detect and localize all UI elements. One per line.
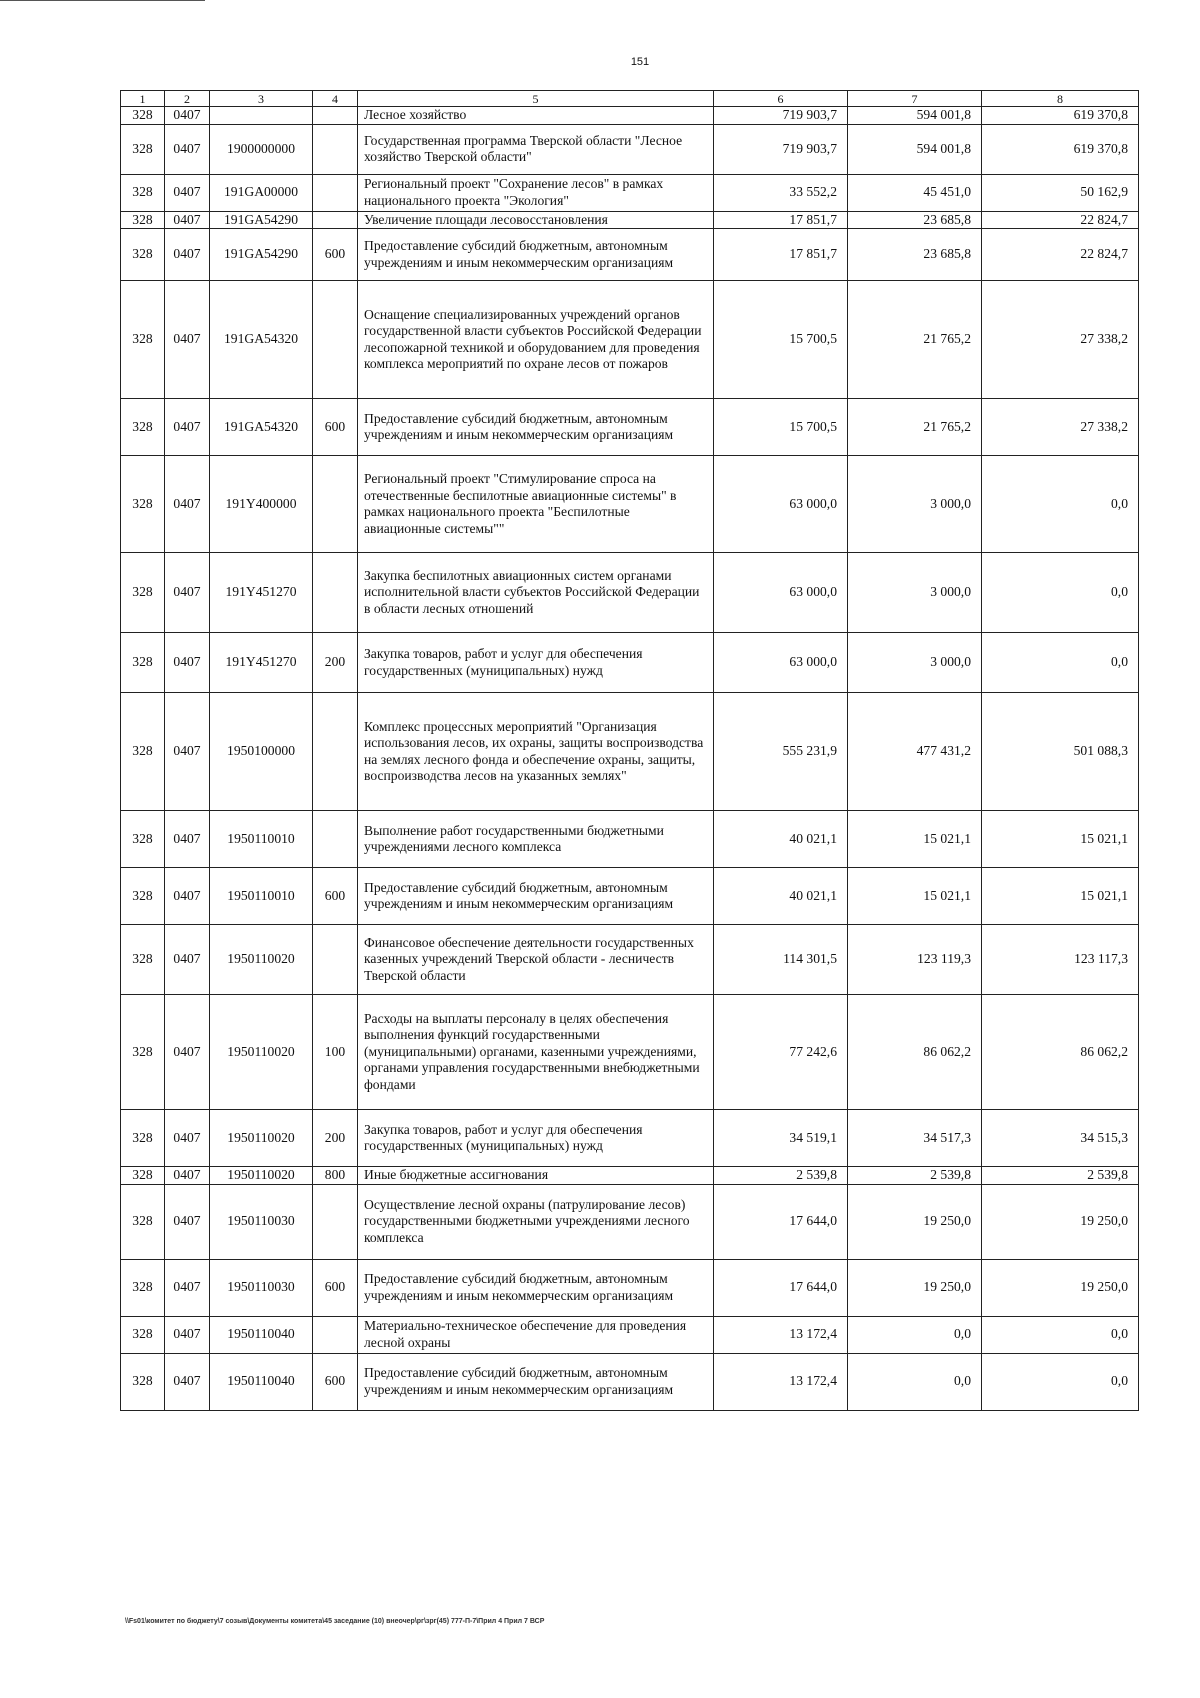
value-cell: 86 062,2 [982, 995, 1139, 1110]
code-cell: 0407 [165, 553, 210, 633]
value-cell: 13 172,4 [714, 1316, 848, 1353]
code-cell: 1950110020 [210, 925, 313, 995]
name-cell: Предоставление субсидий бюджетным, автономным учреждениям и иным некоммерческим организациям [358, 229, 714, 281]
code-cell: 0407 [165, 1353, 210, 1410]
code-cell: 1950100000 [210, 693, 313, 811]
value-cell: 15 700,5 [714, 399, 848, 456]
column-number: 1 [121, 91, 165, 107]
column-number: 7 [848, 91, 982, 107]
value-cell: 45 451,0 [848, 174, 982, 211]
value-cell: 123 117,3 [982, 925, 1139, 995]
code-cell: 0407 [165, 693, 210, 811]
value-cell: 33 552,2 [714, 174, 848, 211]
value-cell: 0,0 [848, 1316, 982, 1353]
value-cell: 3 000,0 [848, 456, 982, 553]
value-cell: 19 250,0 [848, 1259, 982, 1316]
code-cell [313, 456, 358, 553]
code-cell: 328 [121, 399, 165, 456]
value-cell: 77 242,6 [714, 995, 848, 1110]
name-cell: Региональный проект "Сохранение лесов" в рамках национального проекта "Экология" [358, 174, 714, 211]
value-cell: 619 370,8 [982, 124, 1139, 174]
code-cell [313, 211, 358, 229]
code-cell: 328 [121, 281, 165, 399]
table-row [121, 925, 1139, 995]
code-cell [313, 174, 358, 211]
table-row [121, 124, 1139, 174]
code-cell: 0407 [165, 633, 210, 693]
code-cell: 100 [313, 995, 358, 1110]
code-cell: 0407 [165, 925, 210, 995]
name-cell: Выполнение работ государственными бюджетными учреждениями лесного комплекса [358, 811, 714, 868]
table-row [121, 553, 1139, 633]
table-row [121, 211, 1139, 229]
column-number: 5 [358, 91, 714, 107]
table-row [121, 1184, 1139, 1259]
table-row [121, 868, 1139, 925]
name-cell: Предоставление субсидий бюджетным, автономным учреждениям и иным некоммерческим организациям [358, 1259, 714, 1316]
code-cell [313, 1316, 358, 1353]
code-cell [313, 925, 358, 995]
code-cell: 191GA54290 [210, 229, 313, 281]
table-row [121, 1316, 1139, 1353]
value-cell: 19 250,0 [982, 1259, 1139, 1316]
name-cell: Увеличение площади лесовосстановления [358, 211, 714, 229]
value-cell: 15 021,1 [982, 868, 1139, 925]
table-row [121, 174, 1139, 211]
code-cell [313, 107, 358, 125]
value-cell: 0,0 [848, 1353, 982, 1410]
value-cell: 501 088,3 [982, 693, 1139, 811]
code-cell: 191GA54320 [210, 399, 313, 456]
code-cell: 0407 [165, 456, 210, 553]
value-cell: 15 021,1 [848, 868, 982, 925]
value-cell: 15 700,5 [714, 281, 848, 399]
value-cell: 40 021,1 [714, 868, 848, 925]
code-cell: 0407 [165, 995, 210, 1110]
value-cell: 34 515,3 [982, 1110, 1139, 1167]
name-cell: Предоставление субсидий бюджетным, автономным учреждениям и иным некоммерческим организациям [358, 399, 714, 456]
value-cell: 0,0 [982, 1353, 1139, 1410]
code-cell: 0407 [165, 281, 210, 399]
name-cell: Финансовое обеспечение деятельности государственных казенных учреждений Тверской области - лесничеств Тверской области [358, 925, 714, 995]
code-cell: 0407 [165, 1184, 210, 1259]
value-cell: 22 824,7 [982, 229, 1139, 281]
code-cell: 200 [313, 633, 358, 693]
code-cell: 328 [121, 1184, 165, 1259]
value-cell: 63 000,0 [714, 633, 848, 693]
value-cell: 63 000,0 [714, 456, 848, 553]
code-cell: 328 [121, 1259, 165, 1316]
name-cell: Иные бюджетные ассигнования [358, 1167, 714, 1185]
value-cell: 114 301,5 [714, 925, 848, 995]
value-cell: 17 644,0 [714, 1259, 848, 1316]
code-cell: 1950110010 [210, 811, 313, 868]
value-cell: 19 250,0 [982, 1184, 1139, 1259]
code-cell: 328 [121, 633, 165, 693]
name-cell: Материально-техническое обеспечение для проведения лесной охраны [358, 1316, 714, 1353]
code-cell: 328 [121, 124, 165, 174]
code-cell: 328 [121, 811, 165, 868]
table-row [121, 456, 1139, 553]
name-cell: Закупка товаров, работ и услуг для обеспечения государственных (муниципальных) нужд [358, 633, 714, 693]
code-cell: 600 [313, 399, 358, 456]
value-cell: 63 000,0 [714, 553, 848, 633]
code-cell [313, 281, 358, 399]
column-number: 8 [982, 91, 1139, 107]
code-cell: 328 [121, 107, 165, 125]
code-cell: 0407 [165, 229, 210, 281]
value-cell: 50 162,9 [982, 174, 1139, 211]
code-cell: 600 [313, 1353, 358, 1410]
value-cell: 15 021,1 [982, 811, 1139, 868]
table-row [121, 399, 1139, 456]
table-row [121, 229, 1139, 281]
value-cell: 2 539,8 [714, 1167, 848, 1185]
table-row [121, 281, 1139, 399]
name-cell: Закупка товаров, работ и услуг для обеспечения государственных (муниципальных) нужд [358, 1110, 714, 1167]
name-cell: Государственная программа Тверской области "Лесное хозяйство Тверской области" [358, 124, 714, 174]
code-cell: 1950110040 [210, 1316, 313, 1353]
value-cell: 23 685,8 [848, 229, 982, 281]
table-row [121, 1259, 1139, 1316]
code-cell: 600 [313, 229, 358, 281]
value-cell: 0,0 [982, 633, 1139, 693]
table-row [121, 995, 1139, 1110]
table-row [121, 693, 1139, 811]
name-cell: Комплекс процессных мероприятий "Организация использования лесов, их охраны, защиты воспроизводства на землях лесного фонда и обеспечение охраны, защиты, воспроизводства лесов на указанных землях" [358, 693, 714, 811]
value-cell: 19 250,0 [848, 1184, 982, 1259]
code-cell: 0407 [165, 124, 210, 174]
code-cell: 191Y451270 [210, 553, 313, 633]
code-cell: 328 [121, 1316, 165, 1353]
code-cell: 0407 [165, 1167, 210, 1185]
value-cell: 27 338,2 [982, 399, 1139, 456]
value-cell: 22 824,7 [982, 211, 1139, 229]
code-cell: 191Y451270 [210, 633, 313, 693]
name-cell: Лесное хозяйство [358, 107, 714, 125]
column-number: 4 [313, 91, 358, 107]
code-cell: 0407 [165, 1259, 210, 1316]
code-cell: 200 [313, 1110, 358, 1167]
code-cell: 0407 [165, 1316, 210, 1353]
code-cell: 1950110040 [210, 1353, 313, 1410]
code-cell [313, 1184, 358, 1259]
value-cell: 619 370,8 [982, 107, 1139, 125]
value-cell: 3 000,0 [848, 553, 982, 633]
name-cell: Осуществление лесной охраны (патрулирование лесов) государственными бюджетными учреждениями лесного комплекса [358, 1184, 714, 1259]
value-cell: 13 172,4 [714, 1353, 848, 1410]
value-cell: 594 001,8 [848, 124, 982, 174]
value-cell: 21 765,2 [848, 281, 982, 399]
code-cell: 328 [121, 1167, 165, 1185]
name-cell: Предоставление субсидий бюджетным, автономным учреждениям и иным некоммерческим организациям [358, 1353, 714, 1410]
name-cell: Оснащение специализированных учреждений органов государственной власти субъектов Российской Федерации лесопожарной техникой и оборудованием для проведения комплекса мероприятий по охране лесов от пожаров [358, 281, 714, 399]
value-cell: 719 903,7 [714, 124, 848, 174]
code-cell: 0407 [165, 174, 210, 211]
code-cell: 0407 [165, 107, 210, 125]
table-row [121, 811, 1139, 868]
name-cell: Предоставление субсидий бюджетным, автономным учреждениям и иным некоммерческим организациям [358, 868, 714, 925]
value-cell: 27 338,2 [982, 281, 1139, 399]
code-cell: 0407 [165, 211, 210, 229]
value-cell: 719 903,7 [714, 107, 848, 125]
code-cell: 600 [313, 868, 358, 925]
code-cell: 800 [313, 1167, 358, 1185]
code-cell [313, 124, 358, 174]
code-cell [210, 107, 313, 125]
code-cell: 328 [121, 925, 165, 995]
code-cell: 191GA54290 [210, 211, 313, 229]
value-cell: 0,0 [982, 456, 1139, 553]
value-cell: 21 765,2 [848, 399, 982, 456]
value-cell: 17 851,7 [714, 211, 848, 229]
value-cell: 17 644,0 [714, 1184, 848, 1259]
code-cell [313, 811, 358, 868]
name-cell: Закупка беспилотных авиационных систем органами исполнительной власти субъектов Российской Федерации в области лесных отношений [358, 553, 714, 633]
value-cell: 555 231,9 [714, 693, 848, 811]
budget-table [120, 90, 1139, 1411]
value-cell: 594 001,8 [848, 107, 982, 125]
code-cell: 328 [121, 1353, 165, 1410]
code-cell: 328 [121, 229, 165, 281]
code-cell: 1900000000 [210, 124, 313, 174]
table-row [121, 107, 1139, 125]
table-row [121, 1167, 1139, 1185]
code-cell: 328 [121, 211, 165, 229]
value-cell: 15 021,1 [848, 811, 982, 868]
value-cell: 0,0 [982, 1316, 1139, 1353]
code-cell: 328 [121, 553, 165, 633]
code-cell: 1950110030 [210, 1184, 313, 1259]
code-cell: 0407 [165, 811, 210, 868]
value-cell: 2 539,8 [982, 1167, 1139, 1185]
code-cell: 328 [121, 1110, 165, 1167]
value-cell: 2 539,8 [848, 1167, 982, 1185]
code-cell: 1950110030 [210, 1259, 313, 1316]
column-number: 3 [210, 91, 313, 107]
code-cell: 1950110020 [210, 1167, 313, 1185]
name-cell: Региональный проект "Стимулирование спроса на отечественные беспилотные авиационные системы" в рамках национального проекта "Беспилотные авиационные системы"" [358, 456, 714, 553]
value-cell: 3 000,0 [848, 633, 982, 693]
page-number: 151 [630, 56, 650, 68]
value-cell: 34 519,1 [714, 1110, 848, 1167]
value-cell: 40 021,1 [714, 811, 848, 868]
code-cell: 328 [121, 868, 165, 925]
column-number: 6 [714, 91, 848, 107]
column-number: 2 [165, 91, 210, 107]
value-cell: 17 851,7 [714, 229, 848, 281]
code-cell [313, 553, 358, 633]
code-cell: 0407 [165, 868, 210, 925]
value-cell: 86 062,2 [848, 995, 982, 1110]
code-cell: 191Y400000 [210, 456, 313, 553]
table-row [121, 633, 1139, 693]
code-cell: 191GA00000 [210, 174, 313, 211]
code-cell: 328 [121, 995, 165, 1110]
value-cell: 23 685,8 [848, 211, 982, 229]
value-cell: 477 431,2 [848, 693, 982, 811]
code-cell: 1950110020 [210, 995, 313, 1110]
code-cell: 0407 [165, 1110, 210, 1167]
value-cell: 0,0 [982, 553, 1139, 633]
table-row [121, 1110, 1139, 1167]
code-cell: 600 [313, 1259, 358, 1316]
code-cell: 0407 [165, 399, 210, 456]
value-cell: 34 517,3 [848, 1110, 982, 1167]
code-cell: 1950110020 [210, 1110, 313, 1167]
column-number-row [121, 91, 1139, 107]
code-cell [313, 693, 358, 811]
scan-top-line [0, 0, 205, 1]
file-path-footer: \\Fs01\комитет по бюджету\7 созыв\Документы комитета\45 заседание (10) внеочер\рг\зрг(45) 777-П-7\Прил 4 Прил 7 ВСР [125, 1618, 545, 1625]
value-cell: 123 119,3 [848, 925, 982, 995]
code-cell: 191GA54320 [210, 281, 313, 399]
code-cell: 328 [121, 174, 165, 211]
code-cell: 328 [121, 456, 165, 553]
code-cell: 328 [121, 693, 165, 811]
name-cell: Расходы на выплаты персоналу в целях обеспечения выполнения функций государственными (муниципальными) органами, казенными учреждениями, органами управления государственными внебюджетными фондами [358, 995, 714, 1110]
code-cell: 1950110010 [210, 868, 313, 925]
table-row [121, 1353, 1139, 1410]
